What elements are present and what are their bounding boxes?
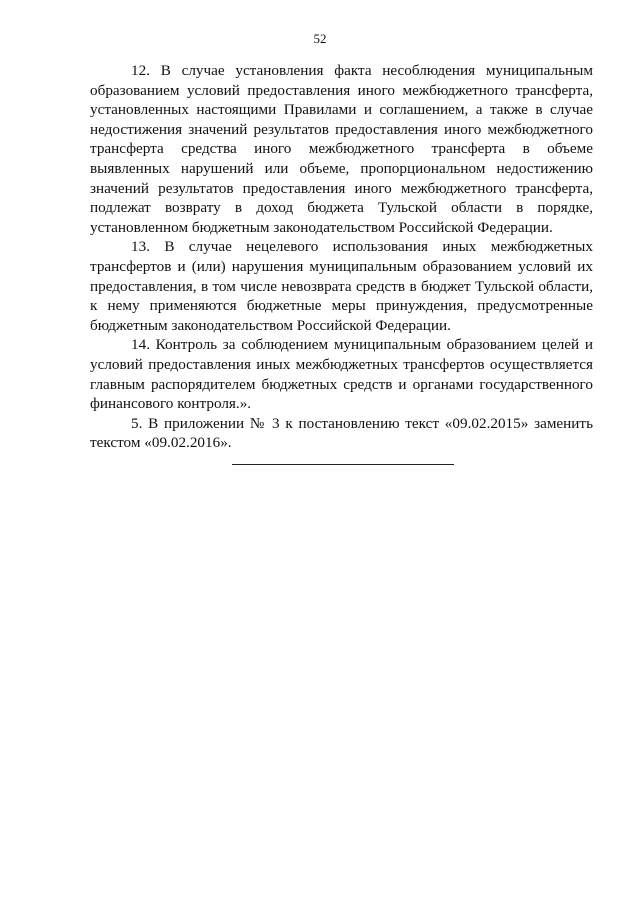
paragraph-item-12: 12. В случае установления факта несоблюдения муниципальным образованием условий предоставления иного межбюджетного трансферта, установленных настоящими Правилами и соглашением, а также в случае недостижения значений результатов предоставления иного межбюджетного трансферта средства иного межбюджетного трансферта в объеме выявленных нарушений или объеме, пропорциональном недостижению значений результатов предоставления иного межбюджетного трансферта, подлежат возврату в доход бюджета Тульской области в порядке, установленном бюджетным законодательством Российской Федерации. bbox=[90, 62, 593, 236]
document-body bbox=[90, 61, 593, 465]
paragraph-item-14: 14. Контроль за соблюдением муниципальным образованием целей и условий предоставления иных межбюджетных трансфертов осуществляется главным распорядителем бюджетных средств и органами государственного финансового контроля.». bbox=[90, 336, 593, 413]
paragraph-item-5: 5. В приложении № 3 к постановлению текст «09.02.2015» заменить текстом «09.02.2016». bbox=[90, 414, 593, 452]
page-number: 52 bbox=[313, 31, 327, 46]
end-of-text-divider bbox=[232, 464, 454, 465]
paragraph-item-13: 13. В случае нецелевого использования иных межбюджетных трансфертов и (или) нарушения муниципальным образованием условий их предоставления, в том числе невозврата средств в бюджет Тульской области, к нему применяются бюджетные меры принуждения, предусмотренные бюджетным законодательством Российской Федерации. bbox=[90, 238, 593, 334]
